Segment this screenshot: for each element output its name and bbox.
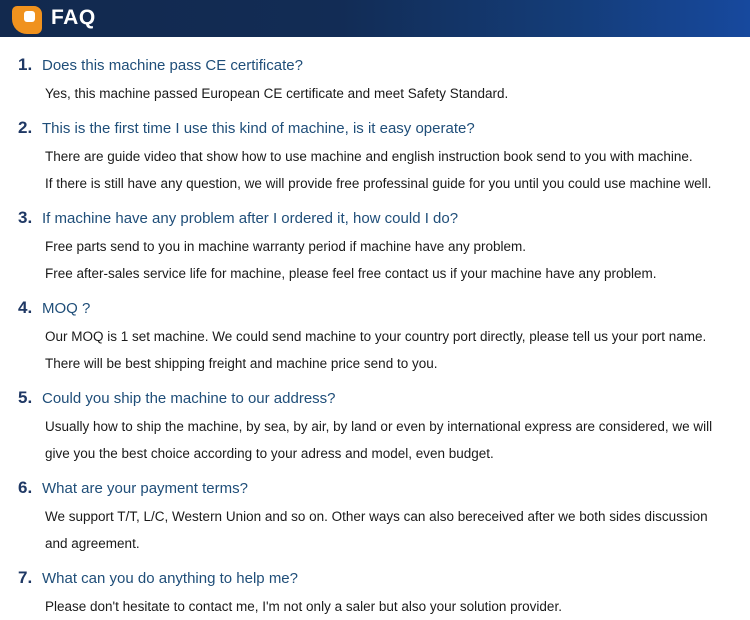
question-text: MOQ ? xyxy=(42,300,91,317)
brand-logo-icon xyxy=(12,6,42,34)
question-text: Does this machine pass CE certificate? xyxy=(42,57,303,74)
answer-paragraph: We support T/T, L/C, Western Union and so on. Other ways can also bereceived after we both sides discussion and agreement. xyxy=(45,509,708,551)
answer-block xyxy=(45,143,722,197)
faq-item xyxy=(18,297,722,377)
question-text: What are your payment terms? xyxy=(42,480,248,497)
question-row xyxy=(18,54,722,76)
question-text: What can you do anything to help me? xyxy=(42,570,298,587)
question-number: 3. xyxy=(18,208,33,227)
brand-logo-inner-shape xyxy=(24,11,35,22)
question-number: 1. xyxy=(18,55,33,74)
question-row xyxy=(18,567,722,589)
question-row xyxy=(18,477,722,499)
answer-block xyxy=(45,593,722,620)
answer-block xyxy=(45,233,722,287)
question-row xyxy=(18,387,722,409)
answer-paragraph: Please don't hesitate to contact me, I'm not only a saler but also your solution provider. xyxy=(45,599,562,614)
question-number: 7. xyxy=(18,568,33,587)
answer-block xyxy=(45,80,722,107)
question-text: This is the first time I use this kind of machine, is it easy operate? xyxy=(42,120,475,137)
question-number: 5. xyxy=(18,388,33,407)
question-text: If machine have any problem after I ordered it, how could I do? xyxy=(42,210,459,227)
question-number: 6. xyxy=(18,478,33,497)
faq-list xyxy=(0,37,750,620)
answer-paragraph: Free parts send to you in machine warranty period if machine have any problem. xyxy=(45,239,526,254)
answer-block xyxy=(45,503,722,557)
question-row xyxy=(18,297,722,319)
answer-paragraph: There are guide video that show how to use machine and english instruction book send to you with machine. xyxy=(45,149,693,164)
faq-item xyxy=(18,567,722,620)
answer-block xyxy=(45,323,722,377)
faq-item xyxy=(18,477,722,557)
page-title: FAQ xyxy=(51,6,96,29)
answer-paragraph: Free after-sales service life for machine, please feel free contact us if your machine have any problem. xyxy=(45,266,657,281)
question-text: Could you ship the machine to our address? xyxy=(42,390,336,407)
question-row xyxy=(18,117,722,139)
answer-paragraph: If there is still have any question, we will provide free professinal guide for you until you could use machine well. xyxy=(45,176,712,191)
faq-item xyxy=(18,54,722,107)
faq-item xyxy=(18,117,722,197)
faq-item xyxy=(18,387,722,467)
answer-paragraph: Yes, this machine passed European CE certificate and meet Safety Standard. xyxy=(45,86,509,101)
question-number: 4. xyxy=(18,298,33,317)
question-number: 2. xyxy=(18,118,33,137)
header-bar xyxy=(0,0,750,37)
answer-block xyxy=(45,413,722,467)
answer-paragraph: Our MOQ is 1 set machine. We could send machine to your country port directly, please tell us your port name. There will be best shipping freight and machine price send to you. xyxy=(45,329,707,371)
question-row xyxy=(18,207,722,229)
faq-item xyxy=(18,207,722,287)
answer-paragraph: Usually how to ship the machine, by sea, by air, by land or even by international express are considered, we will give you the best choice according to your adress and model, even budget. xyxy=(45,419,713,461)
